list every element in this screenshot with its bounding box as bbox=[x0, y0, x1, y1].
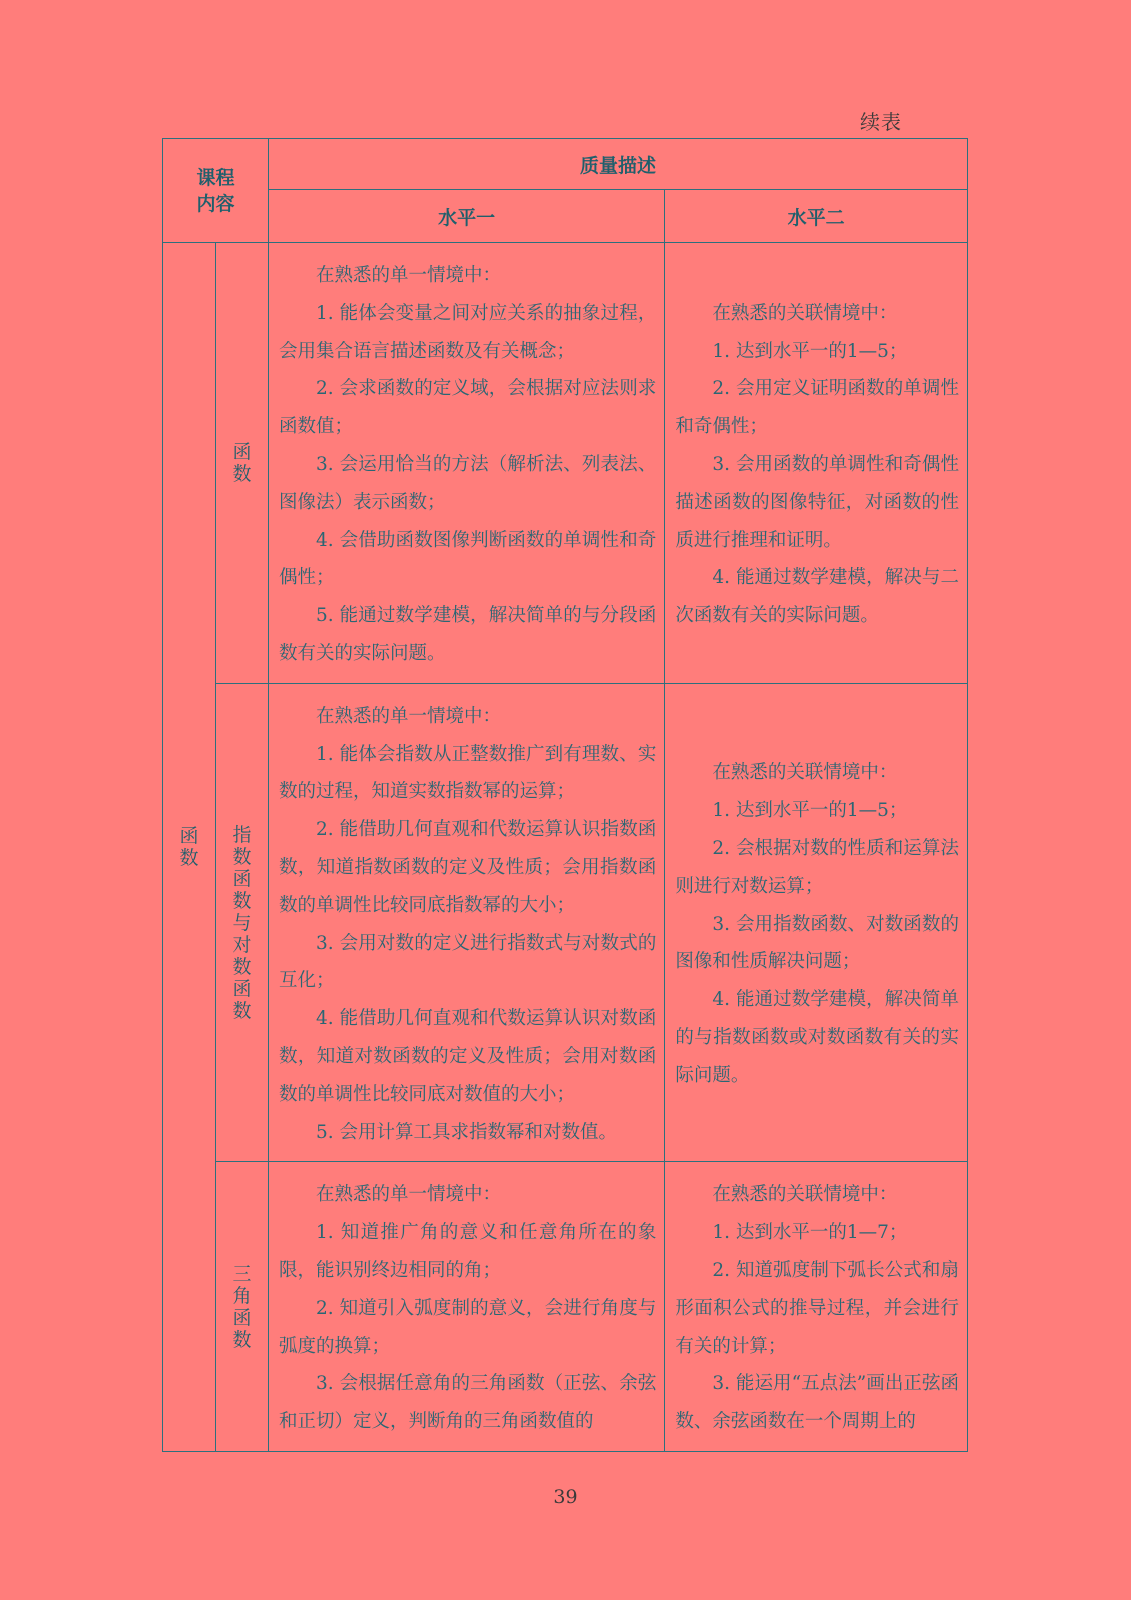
vertical-char: 数 bbox=[232, 462, 252, 485]
header-course-line: 内容 bbox=[196, 192, 235, 215]
header-level-2: 水平二 bbox=[665, 190, 968, 243]
paragraph: 在熟悉的关联情境中： bbox=[712, 302, 898, 324]
table-row bbox=[163, 1162, 968, 1452]
level1-cell bbox=[268, 1162, 664, 1452]
paragraph: 1. 能体会指数从正整数推广到有理数、实数的过程，知道实数指数幂的运算； bbox=[278, 743, 657, 803]
paragraph: 4. 能通过数学建模，解决简单的与指数函数或对数函数有关的实际问题。 bbox=[675, 989, 959, 1086]
vertical-label bbox=[216, 824, 268, 1022]
vertical-label bbox=[216, 1263, 268, 1351]
paragraph: 3. 会用函数的单调性和奇偶性描述函数的图像特征，对函数的性质进行推理和证明。 bbox=[675, 453, 959, 551]
paragraph: 2. 会根据对数的性质和运算法则进行对数运算； bbox=[675, 838, 959, 897]
paragraph: 3. 会用对数的定义进行指数式与对数式的互化； bbox=[278, 932, 657, 992]
paragraph: 在熟悉的单一情境中： bbox=[315, 265, 501, 286]
level1-cell bbox=[268, 683, 664, 1162]
paragraph: 4. 能通过数学建模，解决与二次函数有关的实际问题。 bbox=[675, 567, 959, 627]
vertical-char: 数 bbox=[232, 845, 252, 868]
level2-cell bbox=[665, 683, 968, 1162]
vertical-char: 数 bbox=[232, 999, 252, 1022]
subtopic-cell bbox=[215, 683, 268, 1162]
header-level-1: 水平一 bbox=[268, 190, 664, 243]
vertical-char: 函 bbox=[232, 867, 252, 890]
paragraph: 2. 会求函数的定义域，会根据对应法则求函数值； bbox=[278, 378, 657, 438]
header-course-line: 课程 bbox=[196, 166, 235, 189]
vertical-label bbox=[216, 441, 268, 485]
paragraph: 5. 会用计算工具求指数幂和对数值。 bbox=[315, 1121, 618, 1143]
paragraph: 1. 达到水平一的1—7； bbox=[712, 1222, 908, 1244]
table-row bbox=[163, 243, 968, 684]
page-number: 39 bbox=[553, 1486, 578, 1508]
main-topic-cell bbox=[163, 243, 216, 1452]
paragraph: 3. 能运用“五点法”画出正弦函数、余弦函数在一个周期上的 bbox=[675, 1373, 959, 1433]
quality-table bbox=[162, 138, 968, 1452]
subtopic-cell bbox=[215, 1162, 268, 1452]
paragraph: 3. 会根据任意角的三角函数（正弦、余弦和正切）定义，判断角的三角函数值的 bbox=[278, 1373, 657, 1433]
subtopic-cell bbox=[215, 243, 268, 684]
vertical-char: 三 bbox=[232, 1262, 252, 1285]
header-course-content bbox=[163, 139, 269, 243]
paragraph: 1. 知道推广角的意义和任意角所在的象限，能识别终边相同的角； bbox=[278, 1222, 657, 1281]
paragraph: 4. 能借助几何直观和代数运算认识对数函数，知道对数函数的定义及性质；会用对数函数的单调性比较同底对数值的大小； bbox=[278, 1008, 657, 1105]
paragraph: 1. 达到水平一的1—5； bbox=[712, 800, 908, 822]
vertical-char: 函 bbox=[232, 440, 252, 463]
paragraph: 4. 会借助函数图像判断函数的单调性和奇偶性； bbox=[278, 529, 657, 589]
paragraph: 在熟悉的单一情境中： bbox=[315, 705, 501, 727]
vertical-char: 函 bbox=[232, 977, 252, 1000]
paragraph: 3. 会运用恰当的方法（解析法、列表法、图像法）表示函数； bbox=[278, 453, 657, 513]
vertical-char: 数 bbox=[179, 846, 199, 869]
paragraph: 2. 知道弧度制下弧长公式和扇形面积公式的推导过程，并会进行有关的计算； bbox=[675, 1259, 959, 1357]
vertical-char: 数 bbox=[232, 889, 252, 912]
paragraph: 在熟悉的关联情境中： bbox=[712, 762, 898, 784]
vertical-label bbox=[163, 825, 215, 869]
vertical-char: 数 bbox=[232, 955, 252, 978]
paragraph: 2. 会用定义证明函数的单调性和奇偶性； bbox=[675, 378, 959, 438]
level2-cell bbox=[665, 1162, 968, 1452]
paragraph: 1. 能体会变量之间对应关系的抽象过程，会用集合语言描述函数及有关概念； bbox=[278, 302, 657, 362]
vertical-char: 对 bbox=[232, 933, 252, 956]
vertical-char: 函 bbox=[232, 1306, 252, 1329]
paragraph: 在熟悉的单一情境中： bbox=[315, 1184, 501, 1206]
paragraph: 2. 知道引入弧度制的意义，会进行角度与弧度的换算； bbox=[278, 1297, 657, 1357]
vertical-char: 与 bbox=[232, 911, 252, 934]
vertical-char: 数 bbox=[232, 1328, 252, 1351]
paragraph: 1. 达到水平一的1—5； bbox=[712, 340, 908, 362]
table-row bbox=[163, 683, 968, 1162]
continuation-label: 续表 bbox=[860, 110, 902, 134]
level2-cell bbox=[665, 243, 968, 684]
header-quality-description: 质量描述 bbox=[268, 139, 967, 190]
vertical-char: 指 bbox=[232, 823, 252, 846]
vertical-char: 角 bbox=[232, 1284, 252, 1307]
table-body bbox=[163, 243, 968, 1452]
vertical-char: 函 bbox=[179, 824, 199, 847]
paragraph: 在熟悉的关联情境中： bbox=[712, 1184, 898, 1206]
paragraph: 5. 能通过数学建模，解决简单的与分段函数有关的实际问题。 bbox=[278, 605, 657, 664]
paragraph: 2. 能借助几何直观和代数运算认识指数函数，知道指数函数的定义及性质；会用指数函数的单调性比较同底指数幂的大小； bbox=[278, 819, 657, 916]
level1-cell bbox=[268, 243, 664, 684]
paragraph: 3. 会用指数函数、对数函数的图像和性质解决问题； bbox=[675, 913, 959, 973]
